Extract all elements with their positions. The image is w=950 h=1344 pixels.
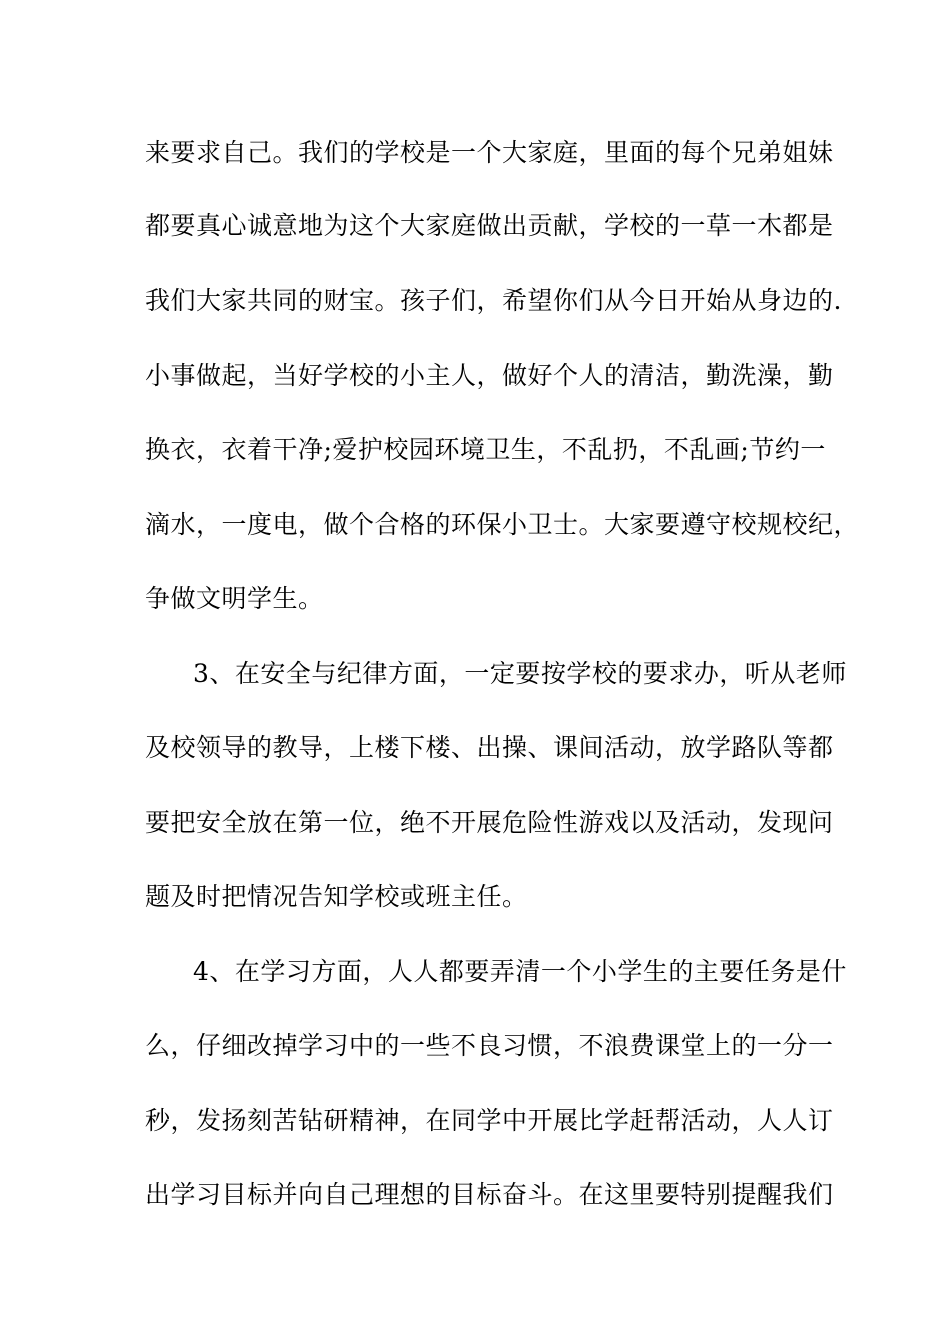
text-line: 么，仔细改掉学习中的一些不良习惯，不浪费课堂上的一分一 bbox=[145, 1031, 834, 1060]
text-line: 小事做起，当好学校的小主人，做好个人的清洁，勤洗澡，勤 bbox=[145, 361, 834, 390]
text-line: 秒，发扬刻苦钻研精神，在同学中开展比学赶帮活动，人人订 bbox=[145, 1106, 834, 1135]
text-line: 换衣，衣着干净;爱护校园环境卫生，不乱扔，不乱画;节约一 bbox=[145, 435, 826, 464]
text-line: 我们大家共同的财宝。孩子们，希望你们从今日开始从身边的. bbox=[145, 286, 842, 315]
text-line: 争做文明学生。 bbox=[145, 584, 324, 613]
text-line: 来要求自己。我们的学校是一个大家庭，里面的每个兄弟姐妹 bbox=[145, 138, 834, 167]
text-line: 出学习目标并向自己理想的目标奋斗。在这里要特别提醒我们 bbox=[145, 1180, 834, 1209]
text-line: 题及时把情况告知学校或班主任。 bbox=[145, 882, 528, 911]
text-line: 要把安全放在第一位，绝不开展危险性游戏以及活动，发现问 bbox=[145, 808, 834, 837]
paragraph-3-start: 3、在安全与纪律方面，一定要按学校的要求办，听从老师 bbox=[193, 659, 847, 688]
paragraph-4-start: 4、在学习方面，人人都要弄清一个小学生的主要任务是什 bbox=[193, 957, 847, 986]
text-line: 及校领导的教导，上楼下楼、出操、课间活动，放学路队等都 bbox=[145, 733, 834, 762]
text-line: 滴水，一度电，做个合格的环保小卫士。大家要遵守校规校纪， bbox=[145, 510, 860, 539]
text-line: 都要真心诚意地为这个大家庭做出贡献，学校的一草一木都是 bbox=[145, 211, 834, 240]
